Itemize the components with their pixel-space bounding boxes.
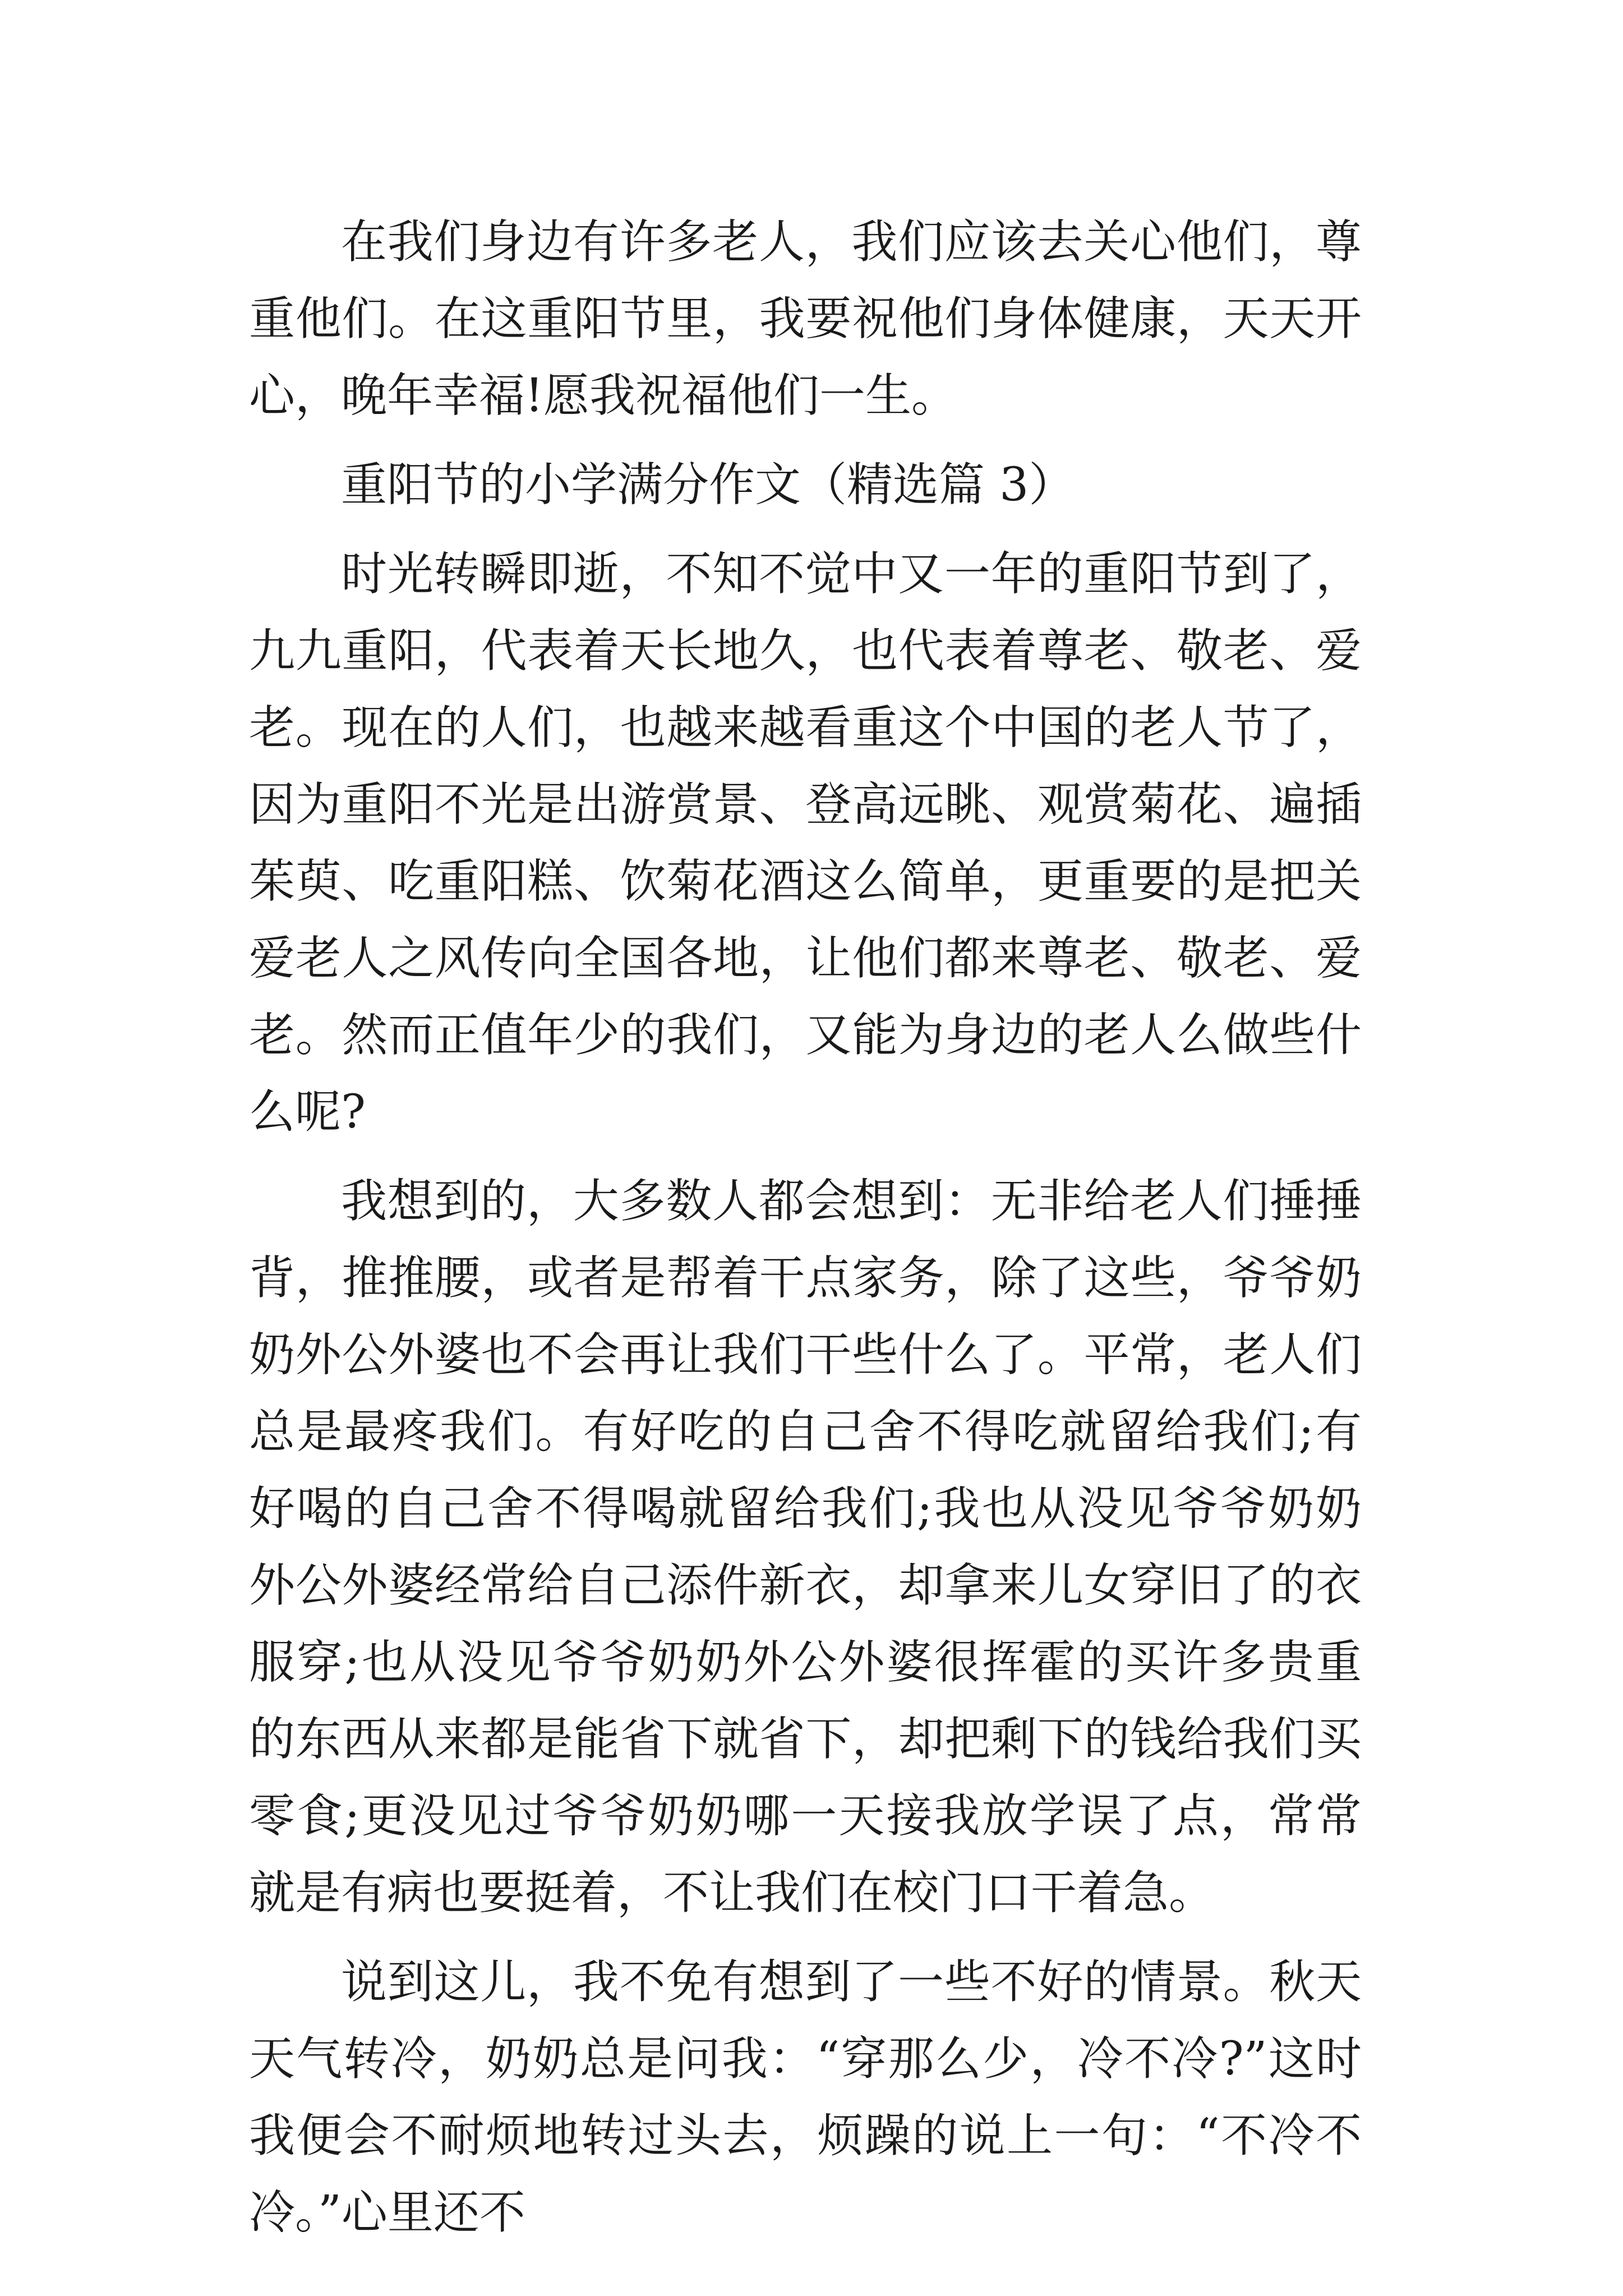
paragraph-blessing: 在我们身边有许多老人，我们应该去关心他们，尊重他们。在这重阳节里，我要祝他们身体健康，天天开心，晚年幸福!愿我祝福他们一生。 xyxy=(249,215,1362,422)
paragraph-grandparents: 我想到的，大多数人都会想到：无非给老人们捶捶背，推推腰，或者是帮着干点家务，除了这些，爷爷奶奶外公外婆也不会再让我们干些什么了。平常，老人们总是最疼我们。有好吃的自己舍不得吃就留给我们;有好喝的自己舍不得喝就留给我们;我也从没见爷爷奶奶外公外婆经常给自己添件新衣，却拿来儿女穿旧了的衣服穿;也从没见爷爷奶奶外公外婆很挥霍的买许多贵重的东西从来都是能省下就省下，却把剩下的钱给我们买零食;更没见过爷爷奶奶哪一天接我放学误了点，常常就是有病也要挺着，不让我们在校门口干着急。 xyxy=(249,1175,1362,1920)
section-heading: 重阳节的小学满分作文（精选篇 3） xyxy=(341,458,1075,512)
document-page xyxy=(249,204,1362,2251)
paragraph-autumn: 说到这儿，我不免有想到了一些不好的情景。秋天天气转冷，奶奶总是问我：“穿那么少，冷不冷?”这时我便会不耐烦地转过头去，烦躁的说上一句：“不冷不冷。”心里还不 xyxy=(249,1955,1362,2239)
paragraph-intro: 时光转瞬即逝，不知不觉中又一年的重阳节到了，九九重阳，代表着天长地久，也代表着尊老、敬老、爱老。现在的人们，也越来越看重这个中国的老人节了，因为重阳不光是出游赏景、登高远眺、观赏菊花、遍插茱萸、吃重阳糕、饮菊花酒这么简单，更重要的是把关爱老人之风传向全国各地，让他们都来尊老、敬老、爱老。然而正值年少的我们，又能为身边的老人么做些什么呢? xyxy=(249,547,1362,1139)
